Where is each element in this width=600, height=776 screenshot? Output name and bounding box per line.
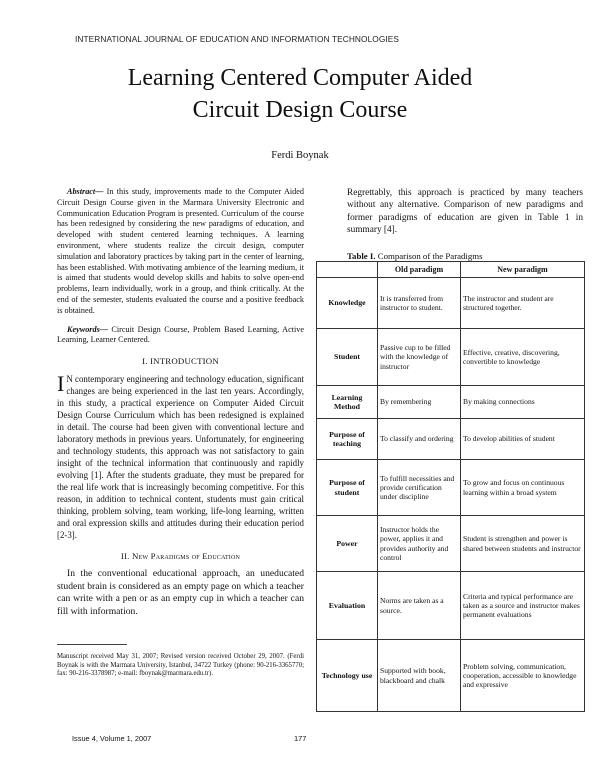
- journal-header: INTERNATIONAL JOURNAL OF EDUCATION AND INFORMATION TECHNOLOGIES: [75, 34, 400, 44]
- section-heading-introduction: I. INTRODUCTION: [142, 356, 219, 367]
- old-paradigm-cell: Instructor holds the power, applies it and provides authority and control: [378, 516, 461, 572]
- keywords: [57, 325, 304, 347]
- table-row: [317, 386, 585, 419]
- abstract-label: Abstract—: [67, 187, 104, 196]
- new-paradigm-cell: Criteria and typical performance are taken as a source and instructor makes permanent evaluations: [461, 572, 585, 640]
- keywords-label: Keywords—: [67, 324, 108, 334]
- new-paradigm-cell: To develop abilities of student: [461, 419, 585, 460]
- table-row: [317, 278, 585, 329]
- row-label: Technology use: [317, 640, 378, 712]
- column-header-old: Old paradigm: [378, 262, 461, 278]
- paradigms-table: [316, 261, 585, 712]
- new-paradigm-cell: Effective, creative, discovering, convertible to knowledge: [461, 329, 585, 386]
- introduction-text: N contemporary engineering and technology education, significant changes are being experienced in the last ten years. Accordingly, in this study, a practical experience on Computer Aided Circuit Design Course Curriculum which has been redesigned is explained in detail. The course had been given with conventional lecture and laboratory methods in previous years. Unfortunately, for engineering and technology students, this approach was not satisfactory to gain insight of the technical information that continuously and rapidly evolving [1]. After the students graduate, they must be prepared for the real life work that is increasingly becoming competitive. For this reason, in addition to technical content, students must gain critical thinking, problem solving, team working, life-long learning, written and oral expression skills and attitudes during their education period [2-3].: [57, 374, 304, 541]
- old-paradigm-cell: Passive cup to be filled with the knowledge of instructor: [378, 329, 461, 386]
- row-label: Student: [317, 329, 378, 386]
- section2-number: II.: [120, 551, 132, 562]
- keywords-text: Circuit Design Course, Problem Based Learning, Active Learning, Learner Centered.: [57, 324, 304, 345]
- footer-issue: Issue 4, Volume 1, 2007: [72, 734, 152, 743]
- new-paradigm-cell: The instructor and student are structured together.: [461, 278, 585, 329]
- paper-title: [0, 62, 600, 126]
- drop-cap: I: [57, 371, 65, 397]
- new-paradigm-cell: Student is strengthen and power is shared between students and instructor: [461, 516, 585, 572]
- abstract: [57, 187, 304, 317]
- old-paradigm-cell: By remembering: [378, 386, 461, 419]
- old-paradigm-cell: To classify and ordering: [378, 419, 461, 460]
- old-paradigm-cell: Norms are taken as a source.: [378, 572, 461, 640]
- new-paradigm-cell: Problem solving, communication, cooperation, accessible to knowledge and expressive: [461, 640, 585, 712]
- title-line-2: Circuit Design Course: [192, 97, 408, 123]
- old-paradigm-cell: Supported with book, blackboard and chalk: [378, 640, 461, 712]
- table-row: [317, 640, 585, 712]
- abstract-text: In this study, improvements made to the Computer Aided Circuit Design Course given in the Marmara University Electronic and Communication Education Program is presented. Curriculum of the course has been redesigned by considering the new paradigms of education, and developed with student centered learning techniques. A learning environment, where students realize the circuit design, computer simulation and laboratory practices by taking part in the center of learning, has been established. With motivating ambience of the learning medium, it is aimed that students would develop skills and habits to solve open-end problems, learn individually, work in a group, and think critically. At the end of the semester, students evaluated the course and a positive feedback is obtained.: [57, 187, 304, 315]
- paradigms-paragraph: In the conventional educational approach, an uneducated student brain is considered as an empty page on which a teacher can write with a pen or as an empty cup in which a teacher can fill with information.: [57, 568, 304, 617]
- row-label: Purpose of teaching: [317, 419, 378, 460]
- table-header-row: [317, 262, 585, 278]
- right-intro-paragraph: Regrettably, this approach is practiced by many teachers without any alternative. Comparison of new paradigms and former paradigms of education are given in Table 1 in summary [4].: [347, 188, 583, 235]
- table-row: [317, 572, 585, 640]
- old-paradigm-cell: To fulfill necessities and provide certification under discipline: [378, 460, 461, 516]
- table-row: [317, 516, 585, 572]
- introduction-paragraph: [57, 373, 304, 541]
- row-label: Evaluation: [317, 572, 378, 640]
- row-label: Knowledge: [317, 278, 378, 329]
- table-caption-text: Comparison of the Paradigms: [375, 251, 483, 261]
- title-line-1: Learning Centered Computer Aided: [127, 65, 473, 91]
- author-name: Ferdi Boynak: [271, 150, 329, 161]
- new-paradigm-cell: By making connections: [461, 386, 585, 419]
- right-column: [347, 187, 583, 236]
- old-paradigm-cell: It is transferred from instructor to student.: [378, 278, 461, 329]
- row-label: Power: [317, 516, 378, 572]
- section-heading-paradigms: [57, 551, 304, 562]
- table-row: [317, 329, 585, 386]
- row-label: Learning Method: [317, 386, 378, 419]
- new-paradigm-cell: To grow and focus on continuous learning within a broad system: [461, 460, 585, 516]
- table-caption: [347, 251, 483, 261]
- left-column: [57, 187, 304, 618]
- column-header-new: New paradigm: [461, 262, 585, 278]
- table-row: [317, 460, 585, 516]
- table-row: [317, 419, 585, 460]
- footnote-divider: [57, 644, 127, 645]
- footnote: Manuscript received May 31, 2007; Revised version received October 29, 2007. (Ferdi Boynak is with the Marmara University, Istanbul, 34722 Turkey (phone: 90-216-3365770; fax: 90-216-3378987; e-mail: fboynak@marmara.edu.tr).: [57, 653, 304, 678]
- row-label: Purpose of student: [317, 460, 378, 516]
- page-number: 177: [294, 734, 307, 743]
- section2-title: New Paradigms of Education: [131, 551, 241, 562]
- table-caption-label: Table I.: [347, 251, 376, 261]
- table-corner-cell: [317, 262, 378, 278]
